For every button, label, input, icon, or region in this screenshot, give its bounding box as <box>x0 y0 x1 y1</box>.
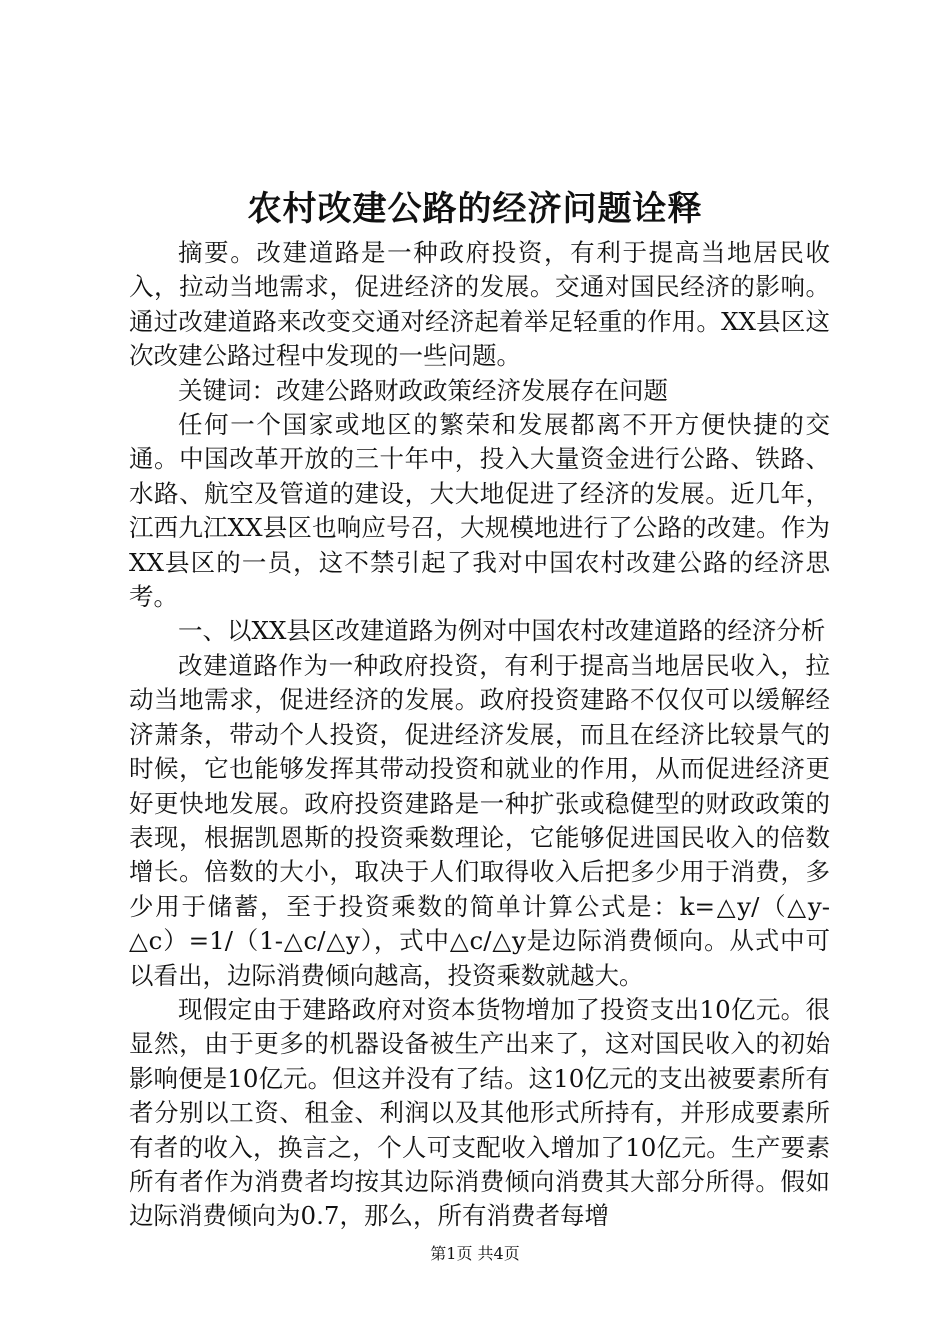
keywords-paragraph: 关键词：改建公路财政政策经济发展存在问题 <box>178 375 668 405</box>
body-paragraph: 改建道路作为一种政府投资，有利于提高当地居民收入，拉动当地需求，促进经济的发展。政府投资建路不仅仅可以缓解经济萧条，带动个人投资，促进经济发展，而且在经济比较景气的时候，它也能够发挥其带动投资和就业的作用，从而促进经济更好更快地发展。政府投资建路是一种扩张或稳健型的财政政策的表现，根据凯恩斯的投资乘数理论，它能够促进国民收入的倍数增长。倍数的大小，取决于人们取得收入后把多少用于消费，多少用于储蓄，至于投资乘数的简单计算公式是：k=△y/（△y-△c）=1/（1-△c/△y），式中△c/△y是边际消费倾向。从式中可以看出，边际消费倾向越高，投资乘数就越大。 <box>129 650 830 990</box>
body-paragraph: 现假定由于建路政府对资本货物增加了投资支出10亿元。很显然，由于更多的机器设备被生产出来了，这对国民收入的初始影响便是10亿元。但这并没有了结。这10亿元的支出被要素所有者分别以工资、租金、利润以及其他形式所持有，并形成要素所有者的收入，换言之，个人可支配收入增加了10亿元。生产要素所有者作为消费者均按其边际消费倾向消费其大部分所得。假如边际消费倾向为0.7，那么，所有消费者每增 <box>129 994 830 1231</box>
abstract-paragraph: 摘要。改建道路是一种政府投资，有利于提高当地居民收入，拉动当地需求，促进经济的发展。交通对国民经济的影响。通过改建道路来改变交通对经济起着举足轻重的作用。XX县区这次改建公路过程中发现的一些问题。 <box>129 238 830 371</box>
section-heading: 一、以XX县区改建道路为例对中国农村改建道路的经济分析 <box>178 616 826 646</box>
page-footer: 第1页 共4页 <box>430 1244 520 1263</box>
document-body <box>129 236 830 1234</box>
intro-paragraph: 任何一个国家或地区的繁荣和发展都离不开方便快捷的交通。中国改革开放的三十年中，投入大量资金进行公路、铁路、水路、航空及管道的建设，大大地促进了经济的发展。近几年，江西九江XX县区也响应号召，大规模地进行了公路的改建。作为XX县区的一员，这不禁引起了我对中国农村改建公路的经济思考。 <box>129 410 830 612</box>
document-title: 农村改建公路的经济问题诠释 <box>247 189 703 229</box>
